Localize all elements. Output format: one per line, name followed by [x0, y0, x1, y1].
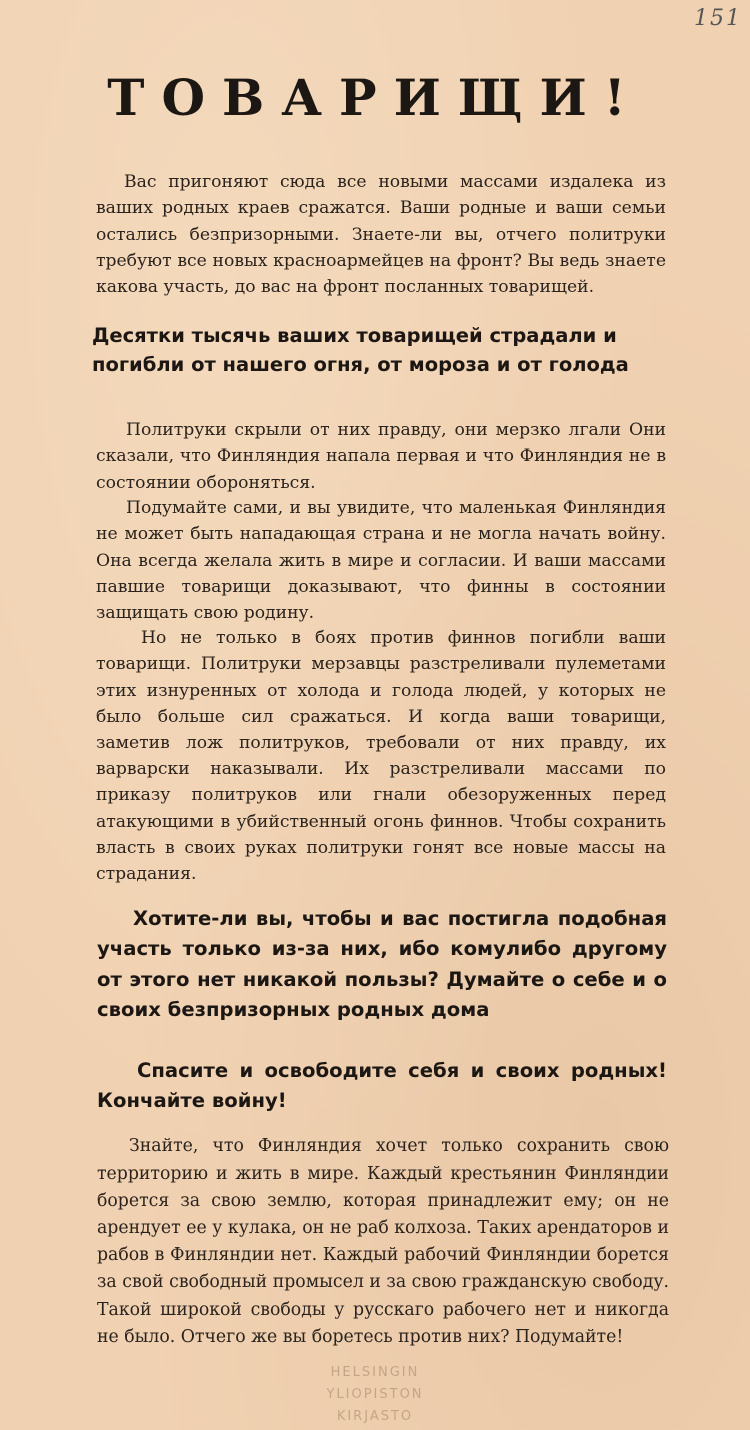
- body-paragraph-politruks: Политруки скрыли от них правду, они мерзко лгали Они сказали, что Финляндия напала первая и что Финляндия не в состоянии обороняться.: [96, 420, 666, 493]
- stamp-line: YLIOPISTON: [326, 1387, 424, 1402]
- body-paragraph-comrades: Но не только в боях против финнов погибли ваши товарищи. Политруки мерзавцы разстреливали пулеметами этих изнуренных от холода и голода людей, у которых не было больше сил сражаться. И когда ваши товарищи, заметив лож политруков, требовали от них правду, их варварски наказывали. Их разстреливали массами по приказу политруков или гнали обезоруженных перед атакующими в убийственный огонь финнов. Чтобы сохранить власть в своих руках политруки гонят все новые массы на страдания.: [96, 628, 666, 885]
- bold-heading: Десятки тысячь ваших товарищей страдали и погибли от нашего огня, от мороза и от голода: [92, 324, 629, 376]
- appeal-paragraph: Хотите-ли вы, чтобы и вас постигла подобная участь только из-за них, ибо комулибо другому от этого нет никакой пользы? Думайте о себе и о своих безпризорных родных дома: [97, 906, 667, 1022]
- body-paragraph-finland: Подумайте сами, и вы увидите, что маленькая Финляндия не может быть нападающая страна и не могла начать войну. Она всегда желала жить в мире и согласии. И ваши массами павшие товарищи доказывают, что финны в состоянии защищать свою родину.: [96, 498, 666, 623]
- stamp-line: HELSINGIN: [330, 1365, 420, 1380]
- archive-number: 151: [694, 6, 742, 31]
- library-stamp: [0, 1362, 750, 1428]
- closing-paragraph: Знайте, что Финляндия хочет только сохранить свою территорию и жить в мире. Каждый крестьянин Финляндии борется за свою землю, которая принадлежит ему; он не арендует ее у кулака, он не раб колхоза. Таких арендаторов и рабов в Финляндии нет. Каждый рабочий Финляндии борется за свой свободный промысел и за свою гражданскую свободу. Такой широкой свободы у русскаго рабочего нет и никогда не было. Отчего же вы боретесь против них? Подумайте!: [97, 1136, 669, 1347]
- document-title: ТОВАРИЩИ!: [107, 68, 643, 127]
- appeal-call-to-action: Спасите и освободите себя и своих родных! Кончайте войну!: [97, 1058, 667, 1113]
- intro-paragraph: Вас пригоняют сюда все новыми массами издалека из ваших родных краев сражатся. Ваши родные и ваши семьи остались безпризорными. Знаете-ли вы, отчего политруки требуют все новых красноармейцев на фронт? Вы ведь знаете какова участь, до вас на фронт посланных товарищей.: [96, 172, 666, 297]
- stamp-line: KIRJASTO: [336, 1409, 414, 1424]
